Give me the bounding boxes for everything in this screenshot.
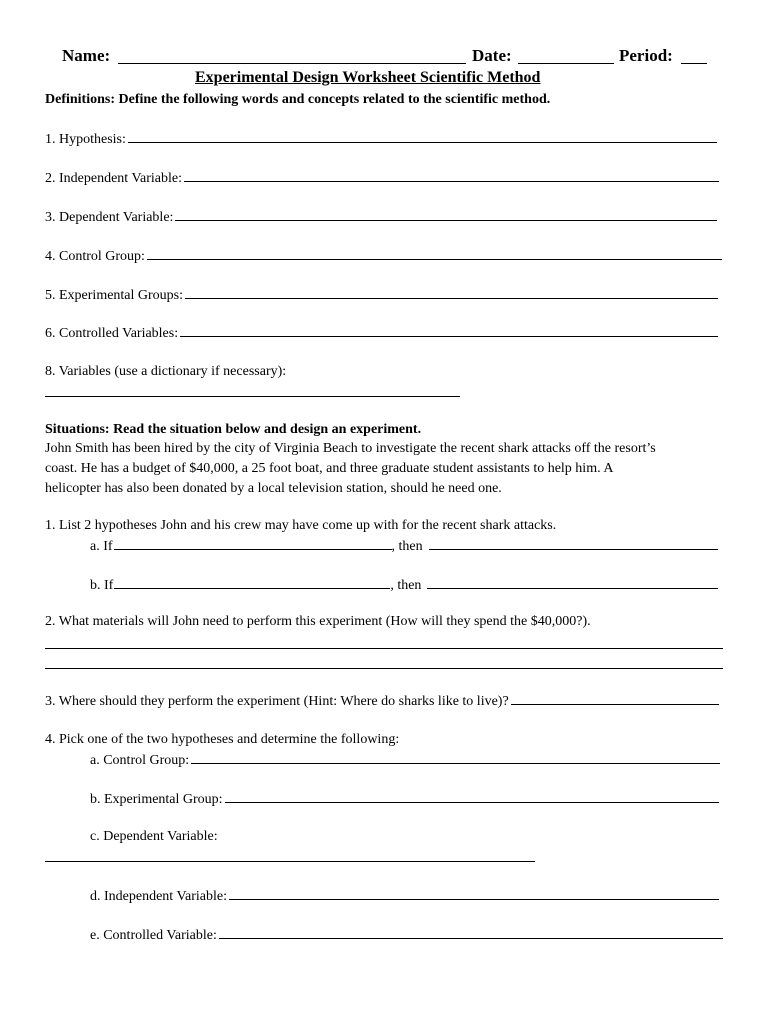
def-variables: 8. Variables (use a dictionary if necessary): [45,364,287,379]
period-label: Period: [619,46,673,65]
situation-heading: Situations: Read the situation below and design an experiment. [45,422,422,437]
hypothesis-b-if: b. If [90,578,114,593]
answer-line[interactable] [147,247,722,260]
date-label: Date: [472,46,512,65]
hypothesis-a [90,537,718,555]
period-field[interactable] [681,63,707,64]
answer-line[interactable] [219,926,723,939]
answer-line[interactable] [427,576,718,589]
answer-line[interactable] [225,790,719,803]
def-independent-variable [45,169,719,187]
date-field[interactable] [518,63,614,64]
answer-line[interactable] [128,130,717,143]
def-dependent-variable [45,208,717,226]
q4-dependent-variable: c. Dependent Variable: [90,829,218,844]
answer-line[interactable] [45,668,723,669]
hypothesis-a-if: a. If [90,539,113,554]
answer-line[interactable] [180,324,718,337]
situation-line: coast. He has a budget of $40,000, a 25 foot boat, and three graduate student assistants to help him. A [45,461,614,476]
answer-line[interactable] [191,751,720,764]
worksheet-title: Experimental Design Worksheet Scientific Method [195,69,541,86]
q4-label: d. Independent Variable: [90,889,227,904]
def-control-group [45,247,722,265]
name-field[interactable] [118,63,466,64]
name-label: Name: [62,46,111,65]
question-1: 1. List 2 hypotheses John and his crew may have come up with for the recent shark attacks. [45,518,557,533]
then-label: , then [391,539,423,554]
q4-control-group [90,751,720,769]
def-label: 5. Experimental Groups: [45,288,184,303]
def-label: 1. Hypothesis: [45,132,126,147]
question-3-label: 3. Where should they perform the experiment (Hint: Where do sharks like to live)? [45,694,509,709]
q4-experimental-group [90,790,719,808]
q4-label: a. Control Group: [90,753,190,768]
answer-line[interactable] [175,208,717,221]
question-4: 4. Pick one of the two hypotheses and determine the following: [45,732,400,747]
def-controlled-variables [45,324,718,342]
answer-line[interactable] [114,576,390,589]
def-label: 3. Dependent Variable: [45,210,174,225]
answer-line[interactable] [45,861,535,862]
situation-line: helicopter has also been donated by a local television station, should he need one. [45,481,502,496]
def-label: 6. Controlled Variables: [45,326,179,341]
definitions-heading: Definitions: Define the following words and concepts related to the scientific method. [45,92,551,107]
q4-label: b. Experimental Group: [90,792,223,807]
question-3 [45,692,719,710]
q4-controlled-variable [90,926,723,944]
answer-line[interactable] [45,648,723,649]
answer-line[interactable] [429,537,718,550]
answer-line[interactable] [45,396,460,397]
def-label: 2. Independent Variable: [45,171,182,186]
answer-line[interactable] [184,169,719,182]
then-label: , then [390,578,422,593]
answer-line[interactable] [511,692,719,705]
hypothesis-b [90,576,718,594]
answer-line[interactable] [114,537,392,550]
q4-label: e. Controlled Variable: [90,928,217,943]
answer-line[interactable] [185,286,718,299]
answer-line[interactable] [229,887,719,900]
def-label: 4. Control Group: [45,249,145,264]
def-experimental-groups [45,286,718,304]
q4-independent-variable [90,887,719,905]
def-hypothesis [45,130,717,148]
question-2: 2. What materials will John need to perform this experiment (How will they spend the $40,000?). [45,614,591,629]
situation-text [45,439,656,499]
situation-line: John Smith has been hired by the city of Virginia Beach to investigate the recent shark attacks off the resort’s [45,441,656,456]
